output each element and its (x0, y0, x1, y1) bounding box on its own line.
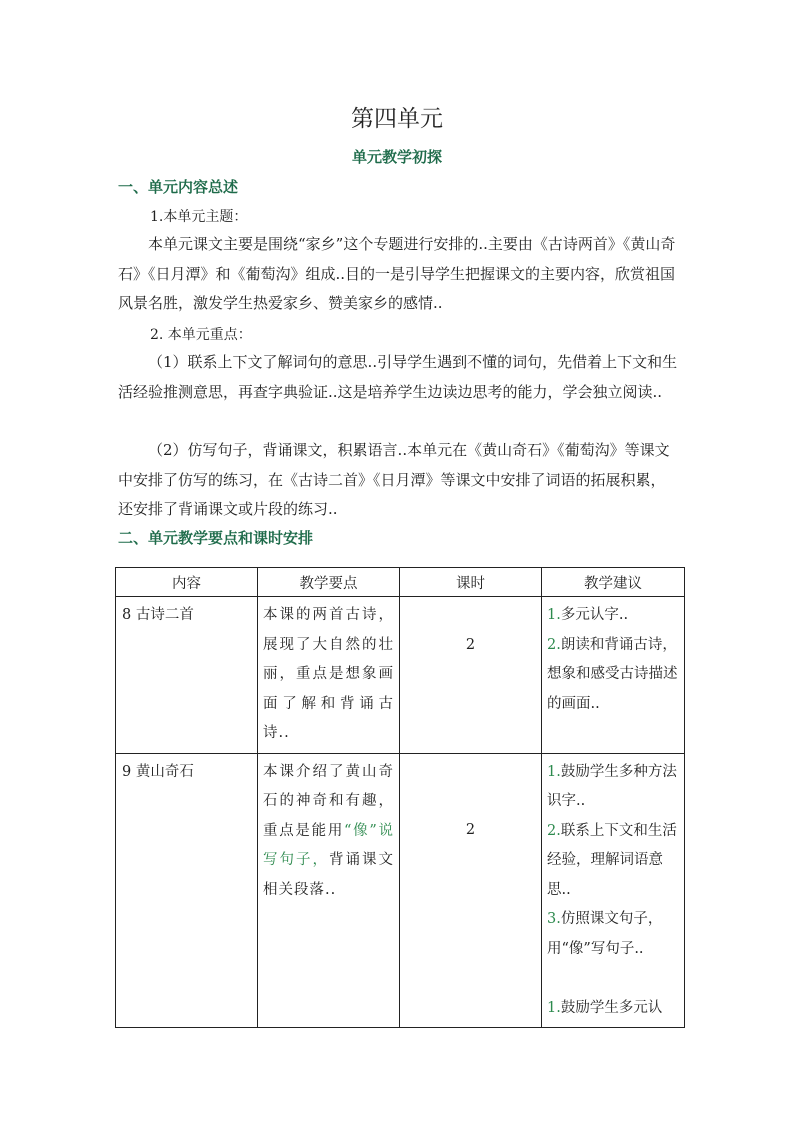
focus-label: 2. 本单元重点： (150, 327, 252, 343)
suggestion-cell (542, 597, 685, 754)
focus-paragraph-2: （2）仿写句子，背诵课文，积累语言..本单元在《黄山奇石》《葡萄沟》等课文中安排了仿写的练习，在《古诗二首》《日月潭》等课文中安排了词语的拓展积累，还安排了背诵课文或片段的练习.. (118, 441, 670, 518)
header-suggestions: 教学建议 (542, 568, 685, 597)
table-row (116, 597, 685, 754)
section-heading-overview: 一、单元内容总述 (118, 178, 239, 196)
point-cell: 本课的两首古诗，展现了大自然的壮丽，重点是想象画面了解和背诵古诗.. (258, 597, 400, 754)
suggestion-item: 1.鼓励学生多元认 (547, 999, 663, 1016)
header-content: 内容 (116, 568, 258, 597)
lesson-cell: 8 古诗二首 (116, 597, 258, 754)
point-cell (258, 753, 400, 1028)
suggestion-item: 1.多元认字.. (547, 607, 629, 623)
table-header-row (116, 568, 685, 597)
lesson-plan-table (115, 567, 685, 1028)
header-teaching-points: 教学要点 (258, 568, 400, 597)
theme-label: 1.本单元主题： (150, 209, 248, 225)
section-heading-plan: 二、单元教学要点和课时安排 (118, 529, 314, 547)
point-text: 本课介绍了黄山奇石的神奇和有趣，重点是能用 (263, 763, 394, 839)
page-title: 第四单元 (351, 106, 443, 132)
page-subtitle: 单元教学初探 (351, 148, 442, 166)
header-hours: 课时 (400, 568, 542, 597)
lesson-cell: 9 黄山奇石 (116, 753, 258, 1028)
hours-cell: 2 (400, 597, 542, 754)
suggestion-item: 1.鼓励学生多种方法识字.. (547, 763, 677, 809)
suggestion-cell (542, 753, 685, 1028)
hours-cell: 2 (400, 753, 542, 1028)
suggestion-item: 2.朗读和背诵古诗，想象和感受古诗描述的画面.. (547, 636, 678, 712)
table-row (116, 753, 685, 1028)
point-text-tail: 背诵课文相关段落.. (263, 852, 394, 898)
suggestion-item: 3.仿照课文句子，用“像”写句子.. (547, 911, 663, 957)
point-quote: “像”说写句子， (263, 822, 394, 868)
suggestion-gap (547, 964, 679, 994)
suggestion-item: 2.联系上下文和生活经验，理解词语意思.. (547, 822, 677, 898)
focus-paragraph-1: （1）联系上下文了解词句的意思..引导学生遇到不懂的词句，先借着上下文和生活经验推测意思，再查字典验证..这是培养学生边读边思考的能力，学会独立阅读.. (118, 353, 678, 401)
theme-paragraph: 本单元课文主要是围绕“家乡”这个专题进行安排的..主要由《古诗两首》《黄山奇石》《日月潭》和《葡萄沟》组成..目的一是引导学生把握课文的主要内容，欣赏祖国风景名胜，激发学生热爱家乡、赞美家乡的感情.. (118, 235, 676, 312)
